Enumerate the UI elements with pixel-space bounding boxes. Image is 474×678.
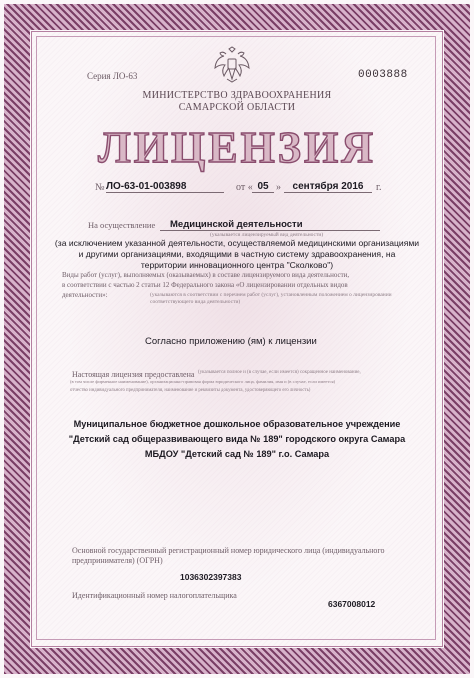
activity-value: Медицинской деятельности	[160, 219, 380, 231]
granted-hint-1: (указывается полное и (в случае, если имеется) сокращенное наименование,	[198, 370, 361, 375]
appendix-reference: Согласно приложению (ям) к лицензии	[145, 336, 317, 347]
organization-name	[40, 417, 434, 462]
ogrn-label-line-2: предпринимателя) (ОГРН)	[72, 556, 163, 565]
series-label: Серия ЛО-63	[87, 71, 138, 81]
ministry-line-1: МИНИСТЕРСТВО ЗДРАВООХРАНЕНИЯ	[142, 90, 332, 101]
works-hint-2: соответствующего вида деятельности)	[150, 299, 241, 305]
ministry-line-2: САМАРСКОЙ ОБЛАСТИ	[178, 102, 296, 113]
activity-hint: (указывается лицензируемый вид деятельности)	[210, 232, 324, 238]
ogrn-label-line-1: Основной государственный регистрационный номер юридического лица (индивидуального	[72, 546, 385, 555]
works-hint	[150, 292, 420, 306]
activity-detail-line: (за исключением указанной деятельности, осуществляемой медицинскими организациями	[54, 238, 420, 248]
date-from-label: от «	[236, 182, 253, 193]
eagle-emblem-icon	[212, 46, 252, 84]
date-separator: »	[276, 182, 281, 193]
organization-line: МБДОУ "Детский сад № 189" г.о. Самара	[144, 449, 330, 459]
works-hint-1: (указываются в соответствии с перечнем работ (услуг), установленным положением о лицензировании	[150, 292, 392, 298]
inn-label: Идентификационный номер налогоплательщика	[72, 591, 237, 600]
works-line-3: деятельности»:	[62, 291, 108, 299]
granted-label: Настоящая лицензия предоставлена	[72, 370, 195, 379]
organization-line: "Детский сад общеразвивающего вида № 189" городского округа Самара	[68, 434, 406, 444]
number-sign: №	[95, 182, 105, 193]
activity-detail-line: и другими организациями, входящими в частную систему здравоохранения, на	[78, 249, 396, 259]
document-title: ЛИЦЕНЗИЯ	[97, 123, 377, 172]
activity-label: На осуществление	[88, 220, 156, 230]
ogrn-value: 1036302397383	[180, 572, 242, 582]
form-number: 0003888	[358, 69, 408, 81]
granted-hint-3: отчество индивидуального предпринимателя, наименование и реквизиты документа, удостоверяющего его личность)	[70, 388, 311, 393]
organization-line: Муниципальное бюджетное дошкольное образовательное учреждение	[73, 419, 401, 429]
works-line-2: в соответствии с частью 2 статьи 12 Федерального закона «О лицензировании отдельных видов	[62, 281, 348, 289]
granted-hint-2: (в том числе фирменное наименование), организационно-правовая форма юридического лица, фамилия, имя и (в случае, если имеется)	[70, 379, 336, 384]
ogrn-label	[72, 546, 432, 566]
works-line-1: Виды работ (услуг), выполняемых (оказываемых) в составе лицензируемого вида деятельности,	[62, 271, 350, 279]
inn-value: 6367008012	[328, 599, 376, 609]
year-suffix: г.	[376, 182, 382, 193]
license-number: ЛО-63-01-003898	[106, 181, 224, 193]
license-month-year: сентября 2016	[284, 181, 372, 193]
activity-details	[50, 238, 424, 271]
activity-detail-line: территории инновационного центра "Сколково")	[140, 260, 334, 270]
license-day: 05	[252, 181, 274, 193]
